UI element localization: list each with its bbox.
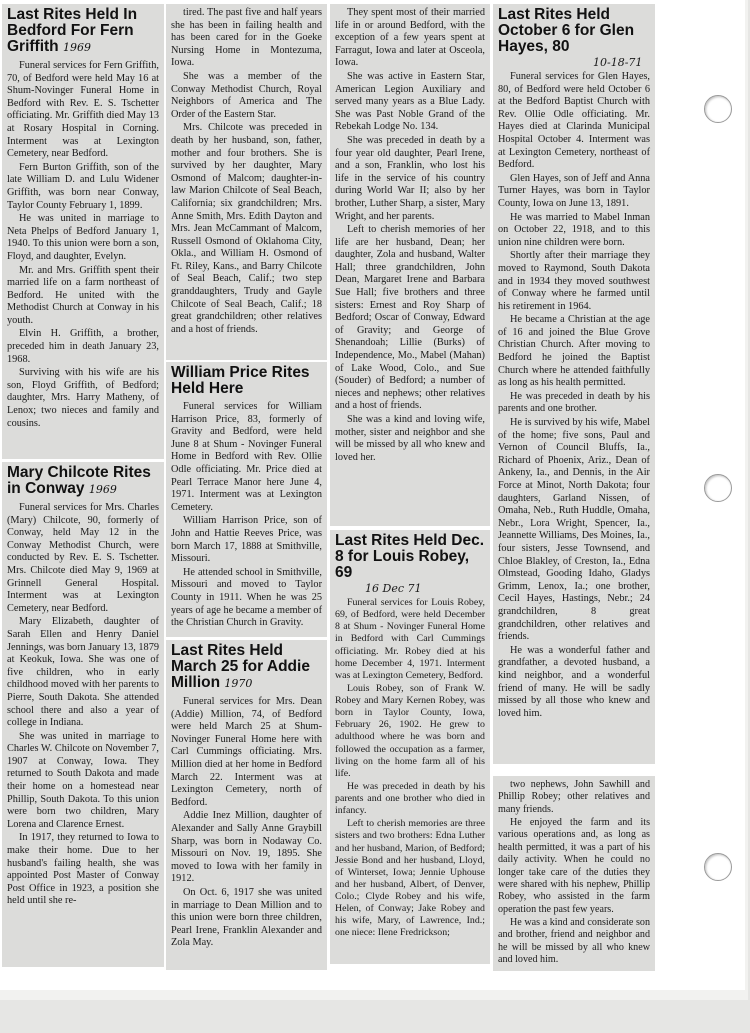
handwritten-date: 16 Dec 71 [365, 582, 422, 595]
clipping-addie-million-continued [330, 4, 490, 526]
handwritten-date: 1969 [62, 41, 91, 54]
paragraph: two nephews, John Sawhill and Phillip Robey; other relatives and many friends. [498, 779, 650, 815]
handwritten-date: 10-18-71 [593, 56, 643, 69]
clipping-headline: Last Rites Held In Bedford For Fern Griffith 1969 [7, 6, 138, 55]
paragraph: Glen Hayes, son of Jeff and Anna Turner Hayes, was born in Taylor County, Iowa on June 13, 1891. [498, 172, 650, 209]
clipping-william-price [166, 362, 327, 637]
handwritten-date: 1969 [88, 483, 117, 496]
clipping-headline: Last Rites Held October 6 for Glen Hayes, 80 [498, 6, 635, 55]
clipping-fern-griffith [2, 4, 164, 459]
paragraph: She was a member of the Conway Methodist Church, Royal Neighbors of America and The Order of the Eastern Star. [171, 70, 322, 120]
paragraph: He was a kind and considerate son and brother, friend and neighbor and he will be missed by all who knew and loved him. [498, 916, 650, 966]
paragraph: She was active in Eastern Star, American Legion Auxiliary and served many years as a Blue Lady. She was Past Noble Grand of the Rebekah Lodge No. 134. [335, 70, 485, 133]
paragraph: She was a kind and loving wife, mother, sister and neighbor and she will be missed by all who knew and loved her. [335, 414, 485, 463]
paragraph: Louis Robey, son of Frank W. Robey and Mary Kernen Robey, was born in Taylor County, Iowa, February 26, 1902. He grew to adulthood where he was born and followed the occupation as a farmer, living on the home farm all of his life. [335, 682, 485, 779]
clipping-body [171, 401, 322, 630]
paragraph: Funeral services for Louis Robey, 69, of Bedford, were held December 8 at Shum - Novinger Funeral Home in Bedford with Carl Cummings officiating. Mr. Robey died at his home December 4, 1971. Interment was at Lexington Cemetery, Bedford. [335, 597, 485, 681]
paragraph: Left to cherish memories of her life are her husband, Dean; her daughter, Zola and husband, Walter Hall; three grandchildren, John Dean, Margaret Irene and Barbara Sue Hall; five brothers and three sisters: Ernest and Roy Sharp of Bedford; Oscar of Conway, Edward of Gravity; and George of Shenandoah; Lillie (Burks) of Independence, Mo., Mabel (Mahan) of Lake Wood, Colo., and Sue (Souder) of Bedford; a number of nieces and nephews; other relatives and a host of friends. [335, 224, 485, 412]
paragraph: They spent most of their married life in or around Bedford, with the exception of a few years spent at Farragut, Iowa and later at Osceola, Iowa. [335, 7, 485, 69]
clipping-glen-hayes [493, 4, 655, 764]
paragraph: William Harrison Price, son of John and Hattie Reeves Price, was born March 17, 1888 at Smithville, Missouri. [171, 515, 322, 565]
paragraph: He enjoyed the farm and its various operations and, as long as health permitted, it was a part of his daily activity. When he could no longer take care of the duties they were shared with his nephew, Phillip Robey, who assisted in the farm operation the past few years. [498, 817, 650, 915]
paragraph: Elvin H. Griffith, a brother, preceded him in death January 23, 1968. [7, 328, 159, 365]
clipping-body [498, 779, 650, 966]
clipping-body [7, 60, 159, 430]
paragraph: He was married to Mabel Inman on October 22, 1918, and to this union nine children were born. [498, 211, 650, 248]
paragraph: Fern Burton Griffith, son of the late William D. and Lulu Widener Griffith, was born near Conway, Taylor County February 1, 1899. [7, 161, 159, 211]
paragraph: Funeral services for Mrs. Charles (Mary) Chilcote, 90, formerly of Conway, held May 12 in the Conway Methodist Church, were conducted by Rev. E. S. Tschetter. Mrs. Chilcote died May 9, 1969 at Grinnell General Hospital. Interment was at Lexington Cemetery, near Bedford. [7, 502, 159, 614]
paragraph: She was united in marriage to Charles W. Chilcote on November 7, 1907 at Conway, Iowa. They returned to South Dakota and made their home on a homestead near Phillip, South Dakota. To this union were born two children, Mary Lorena and Clarence Ernest. [7, 730, 159, 830]
clipping-louis-robey [330, 530, 490, 964]
clipping-addie-million [166, 640, 327, 970]
paragraph: Mr. and Mrs. Griffith spent their married life on a farm northeast of Bedford. He united with the Methodist Church at Conway in his youth. [7, 264, 159, 326]
binder-hole [704, 95, 732, 123]
paragraph: tired. The past five and half years she has been in failing health and has been cared for in the Goeke Nursing Home in Montezuma, Iowa. [171, 7, 322, 69]
paragraph: He was united in marriage to Neta Phelps of Bedford January 1, 1940. To this union were born a son, Floyd, and daughter, Evelyn. [7, 213, 159, 262]
clipping-body [335, 597, 485, 940]
binder-hole [704, 853, 732, 881]
paragraph: Left to cherish memories are three sisters and two brothers: Edna Luther and her husband, Marion, of Bedford; Jessie Bond and her husband, Lloyd, of Winterset, Iowa; Jennie Uphouse and her husband, Albert, of Denver, Colo.; Clyde Robey and his wife, Helen, of Conway; Jake Robey and his wife, Mary, of Lawrence, Ind.; one niece: Ilene Fredrickson; [335, 818, 485, 939]
paragraph: He was preceded in death by his parents and one brother. [498, 390, 650, 415]
clipping-headline: Last Rites Held March 25 for Addie Million 1970 [171, 642, 310, 691]
clipping-mary-chilcote [2, 462, 164, 967]
clipping-body [171, 696, 322, 950]
paragraph: He became a Christian at the age of 16 and joined the Blue Grove Christian Church. After moving to Bedford he joined the Baptist Church where he attended faithfully as long as his health permitted. [498, 314, 650, 389]
paragraph: Mary Elizabeth, daughter of Sarah Ellen and Henry Daniel Jennings, was born January 13, 1879 at Keokuk, Iowa. She was one of five children, who in early childhood moved with her parents to Pierre, South Dakota. She attended school there and also a year of college in Indiana. [7, 616, 159, 729]
clipping-body [498, 71, 650, 720]
paragraph: Surviving with his wife are his son, Floyd Griffith, of Bedford; daughter, Mrs. Harry Matheny, of Lenox; two nieces and family and cousins. [7, 367, 159, 429]
clipping-louis-robey-continued [493, 776, 655, 971]
paragraph: She was preceded in death by a four year old daughter, Pearl Irene, and a son, Franklin, who lost his life in the service of his country during World War II; also by her brother, Luther Sharp, a sister, Mary Wright, and her parents. [335, 134, 485, 222]
paragraph: Funeral services for William Harrison Price, 83, formerly of Gravity and Bedford, were held June 8 at Shum - Novinger Funeral Home in Bedford with Rev. Ollie Odle officiating. Mr. Price died at Pearl Terrace Manor here June 4, 1971. Interment was at Lexington Cemetery. [171, 401, 322, 513]
paragraph: On Oct. 6, 1917 she was united in marriage to Dean Million and to this union were born three children, Pearl Irene, Franklin Alexander and Zola May. [171, 886, 322, 949]
clipping-mary-chilcote-continued [166, 4, 327, 360]
paragraph: Addie Inez Million, daughter of Alexander and Sally Anne Graybill Sharp, was born in Nodaway Co. Missouri on Nov. 19, 1895. She moved to Iowa with her family in 1912. [171, 810, 322, 885]
paragraph: Funeral services for Mrs. Dean (Addie) Million, 74, of Bedford were held March 25 at Shum-Novinger Funeral Home here with Carl Cummings officiating. Mrs. Million died at her home in Bedford March 22. Interment was at Lexington Cemetery, north of Bedford. [171, 696, 322, 808]
paragraph: He was preceded in death by his parents and one brother who died in infancy. [335, 780, 485, 817]
paragraph: Funeral services for Fern Griffith, 70, of Bedford were held May 16 at Shum-Novinger Funeral Home in Bedford with Rev. E. S. Tschetter officiating. Mr. Griffith died May 13 at Rosary Hospital in Corning. Interment was at Lexington Cemetery, near Bedford. [7, 60, 159, 160]
handwritten-date: 1970 [224, 677, 253, 690]
paragraph: Funeral services for Glen Hayes, 80, of Bedford were held October 6 at the Bedford Baptist Church with Rev. Ollie Odle officiating. Mr. Hayes died at Clarinda Municipal Hospital October 4. Interment was at Lexington Cemetery, northeast of Bedford. [498, 71, 650, 171]
clipping-headline: William Price Rites Held Here [171, 364, 310, 397]
binder-hole [704, 474, 732, 502]
paragraph: Mrs. Chilcote was preceded in death by her husband, son, father, mother and four brothers. She is survived by her daughter, Mary Osmond of Malcom; daughter-in-law Marion Chilcote of Seal Beach, California; six grandchildren; Mrs. Anne Smith, Mrs. Edith Dayton and Mrs. Jean McCammant of Malcom, Russell Osmond of Oklahoma City, Okla., and William H. Osmond of Ft. Riley, Kans., and Barry Chilcote of Seal Beach, Calif.; two step granddaughters, Trudy and Gayle Chilcote of Seal Beach, Calif.; 18 great grandchildren; other relatives and a host of friends. [171, 122, 322, 335]
clipping-headline: Mary Chilcote Rites in Conway 1969 [7, 464, 151, 497]
clipping-body [7, 502, 159, 908]
paragraph: He is survived by his wife, Mabel of the home; five sons, Paul and Vernon of Council Bluffs, Ia., Richard of Phoenix, Ariz., Dean of Ankeny, Ia., and Dennis, in the Air Force at Minot, North Dakota; four daughters, Garland Nissen, of Omaha, Neb., Ruth Huddle, Omaha, Nebr., Lora Wright, Spencer, Ia., Jeannette Williams, Des Moines, Ia., four sisters, Jesse Townsend, and Chloe Blakley, of Creston, Ia., Edna Olmstead, Gooding Idaho, Gladys Grimm, Lenox, Ia.; one brother, Cecil Hayes, Hastings, Nebr.; 24 grandchildren, 8 great grandchildren, other relatives and friends. [498, 417, 650, 643]
paragraph: In 1917, they returned to Iowa to make their home. Due to her husband's failing health, she was appointed Post Master of Conway Post Office in 1923, a position she held until she re- [7, 832, 159, 907]
clipping-body [335, 7, 485, 464]
paragraph: Shortly after their marriage they moved to Raymond, South Dakota and in 1934 they moved southwest of Conway where he farmed until his retirement in 1964. [498, 250, 650, 312]
paragraph: He attended school in Smithville, Missouri and moved to Taylor County in 1911. When he was 25 years of age he became a member of the Christian Church in Gravity. [171, 566, 322, 629]
paragraph: He was a wonderful father and grandfather, a devoted husband, a kind neighbor, and a wonderful friend of many. He will be sadly missed by all those who knew and loved him. [498, 644, 650, 719]
clipping-body [171, 7, 322, 336]
clipping-headline: Last Rites Held Dec. 8 for Louis Robey, 69 [335, 532, 485, 581]
